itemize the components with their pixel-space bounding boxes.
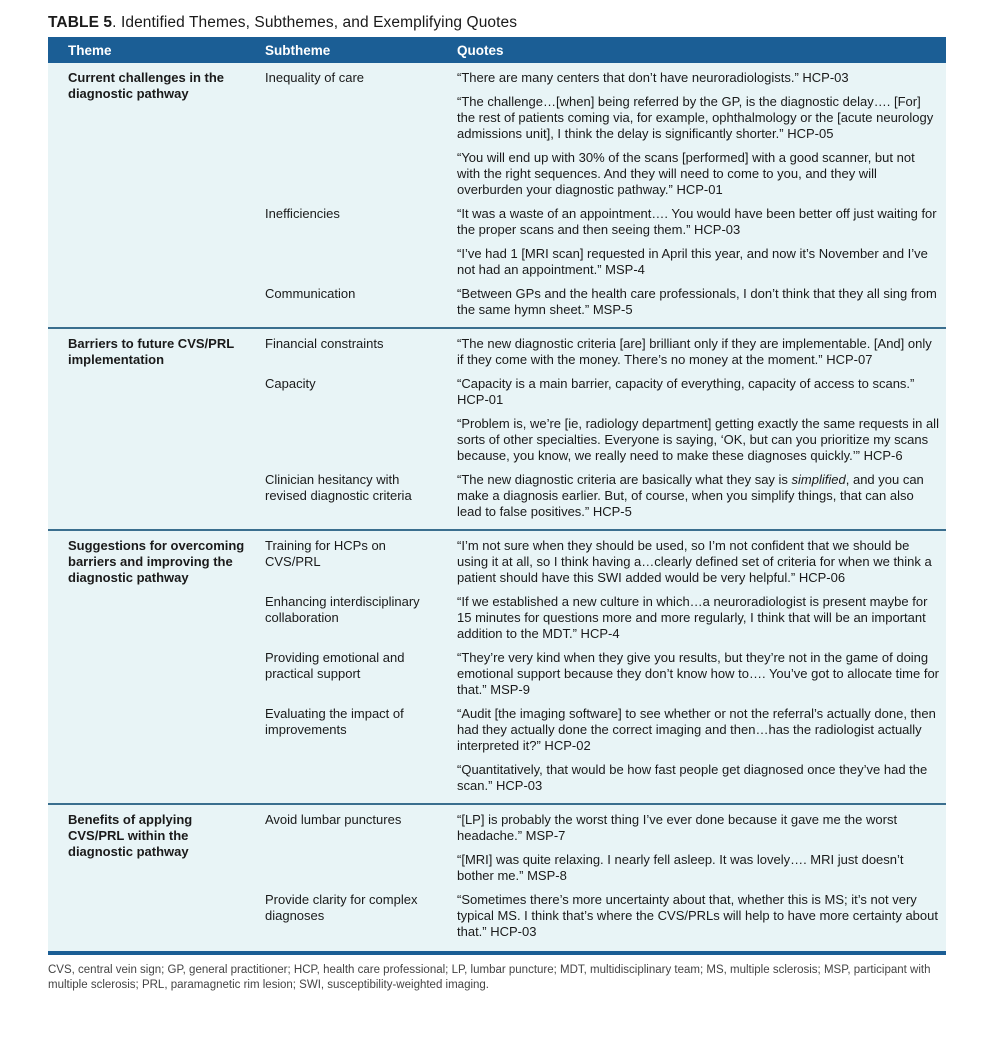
subtheme-cell: Training for HCPs on CVS/PRL (265, 538, 386, 569)
quote-text: “Between GPs and the health care professionals, I don’t think that they all sing from the same hymn sheet.” MSP-5 (457, 286, 937, 317)
quotes-cell (437, 472, 946, 520)
table-container (48, 14, 946, 993)
subtheme-row (245, 70, 946, 198)
quote-text: “Capacity is a main barrier, capacity of everything, capacity of access to scans.” HCP-01 (457, 376, 915, 407)
subtheme-row (245, 206, 946, 278)
quote-text: “The challenge…[when] being referred by the GP, is the diagnostic delay…. [For] the rest of patients coming via, for example, ophthalmology or the [acute neurology admissions unit], I think the delay is significantly shorter.” HCP-05 (457, 94, 934, 141)
quote-text: “They’re very kind when they give you results, but they’re not in the game of doing emotional support because they don’t know how to…. You’ve got to allocate time for that.” MSP-9 (457, 650, 940, 697)
quote-text: “I’ve had 1 [MRI scan] requested in April this year, and now it’s November and I’ve not had an appointment.” MSP-4 (457, 246, 928, 277)
header-quotes: Quotes (457, 42, 504, 58)
quote-text: “[MRI] was quite relaxing. I nearly fell asleep. It was lovely…. MRI just doesn’t bother me.” MSP-8 (457, 852, 904, 883)
table-title (48, 14, 946, 32)
quotes-cell (437, 70, 946, 198)
subtheme-cell: Providing emotional and practical support (265, 650, 405, 681)
quotes-cell (437, 706, 946, 794)
quote-text: “Quantitatively, that would be how fast people get diagnosed once they’ve had the scan.” HCP-03 (457, 762, 928, 793)
subtheme-group (245, 70, 946, 318)
quote-text: “I’m not sure when they should be used, so I’m not confident that we should be using it at all, so I think having a…clearly defined set of criteria for when we think a patient should have this SWI added would be very helpful.” HCP-06 (457, 538, 932, 585)
quote-text: “There are many centers that don’t have neuroradiologists.” HCP-03 (457, 70, 849, 85)
quote-text: “Problem is, we’re [ie, radiology department] getting exactly the same requests in all sorts of other specialties. Everyone is saying, ‘OK, but can you prioritize my scans because, you know, we really need to make these diagnoses quickly.’” HCP-6 (457, 416, 939, 463)
subtheme-cell: Enhancing interdisciplinary collaboration (265, 594, 420, 625)
quotes-cell (437, 286, 946, 318)
header-subtheme: Subtheme (265, 42, 331, 58)
subtheme-row (245, 376, 946, 464)
table-caption: . Identified Themes, Subthemes, and Exemplifying Quotes (112, 14, 518, 31)
subtheme-row (245, 336, 946, 368)
subtheme-group (245, 538, 946, 794)
subtheme-row (245, 594, 946, 642)
subtheme-row (245, 812, 946, 884)
subtheme-cell: Capacity (265, 376, 316, 391)
subtheme-row (245, 650, 946, 698)
quote-text: “The new diagnostic criteria [are] brilliant only if they are implementable. [And] only if they come with the money. There’s no money at the moment.” HCP-07 (457, 336, 932, 367)
quotes-cell (437, 538, 946, 586)
theme-section (48, 329, 946, 531)
subtheme-row (245, 892, 946, 940)
subtheme-cell: Avoid lumbar punctures (265, 812, 402, 827)
quote-text: “If we established a new culture in which…a neuroradiologist is present maybe for 15 minutes for questions more and more regularly, I think that will be an important addition to the MDT.” HCP-4 (457, 594, 928, 641)
table-header (48, 37, 946, 63)
table-label: TABLE 5 (48, 14, 113, 31)
quote-text: “You will end up with 30% of the scans [performed] with a good scanner, but not with the right sequences. And they will need to come to you, and they will overburden your diagnostic pathway.” HCP-01 (457, 150, 915, 197)
subtheme-cell: Evaluating the impact of improvements (265, 706, 404, 737)
quotes-cell (437, 892, 946, 940)
subtheme-cell: Inequality of care (265, 70, 365, 85)
subtheme-group (245, 336, 946, 520)
quotes-cell (437, 376, 946, 464)
subtheme-cell: Inefficiencies (265, 206, 340, 221)
quotes-cell (437, 206, 946, 278)
theme-cell: Current challenges in the diagnostic pathway (68, 70, 225, 101)
quote-text: “Audit [the imaging software] to see whether or not the referral’s actually done, then had they actually done the correct imaging and then…has the radiologist actually interpreted it?” HCP-02 (457, 706, 936, 753)
subtheme-cell: Communication (265, 286, 356, 301)
quote-text: “It was a waste of an appointment…. You would have been better off just waiting for the proper scans and then seeing them.” HCP-03 (457, 206, 937, 237)
subtheme-row (245, 472, 946, 520)
theme-cell: Barriers to future CVS/PRL implementation (68, 336, 234, 367)
subtheme-cell: Provide clarity for complex diagnoses (265, 892, 418, 923)
quotes-cell (437, 594, 946, 642)
table-body (48, 63, 946, 951)
subtheme-row (245, 286, 946, 318)
header-theme: Theme (68, 42, 112, 58)
theme-section (48, 805, 946, 951)
subtheme-row (245, 538, 946, 586)
theme-cell: Benefits of applying CVS/PRL within the diagnostic pathway (68, 812, 193, 859)
theme-section (48, 531, 946, 805)
subtheme-cell: Financial constraints (265, 336, 384, 351)
quote-text: “Sometimes there’s more uncertainty about that, whether this is MS; it’s not very typical MS. I think that’s where the CVS/PRLs will help to have more certainty about that.” HCP-03 (457, 892, 938, 939)
theme-section (48, 63, 946, 329)
quote-text: “[LP] is probably the worst thing I’ve ever done because it gave me the worst headache.” MSP-7 (457, 812, 898, 843)
table-footnote: CVS, central vein sign; GP, general practitioner; HCP, health care professional; LP, lumbar puncture; MDT, multidisciplinary team; MS, multiple sclerosis; MSP, participant with multiple sclerosis; PRL, paramagnetic rim lesion; SWI, susceptibility-weighted imaging. (48, 964, 931, 991)
quotes-cell (437, 812, 946, 884)
quotes-cell (437, 336, 946, 368)
theme-cell: Suggestions for overcoming barriers and improving the diagnostic pathway (68, 538, 245, 585)
subtheme-cell: Clinician hesitancy with revised diagnostic criteria (265, 472, 412, 503)
quotes-cell (437, 650, 946, 698)
subtheme-row (245, 706, 946, 794)
quote-text: “The new diagnostic criteria are basically what they say is simplified, and you can make a diagnosis earlier. But, of course, when you simplify things, that can also lead to false positives.” HCP-5 (457, 472, 924, 519)
subtheme-group (245, 812, 946, 940)
